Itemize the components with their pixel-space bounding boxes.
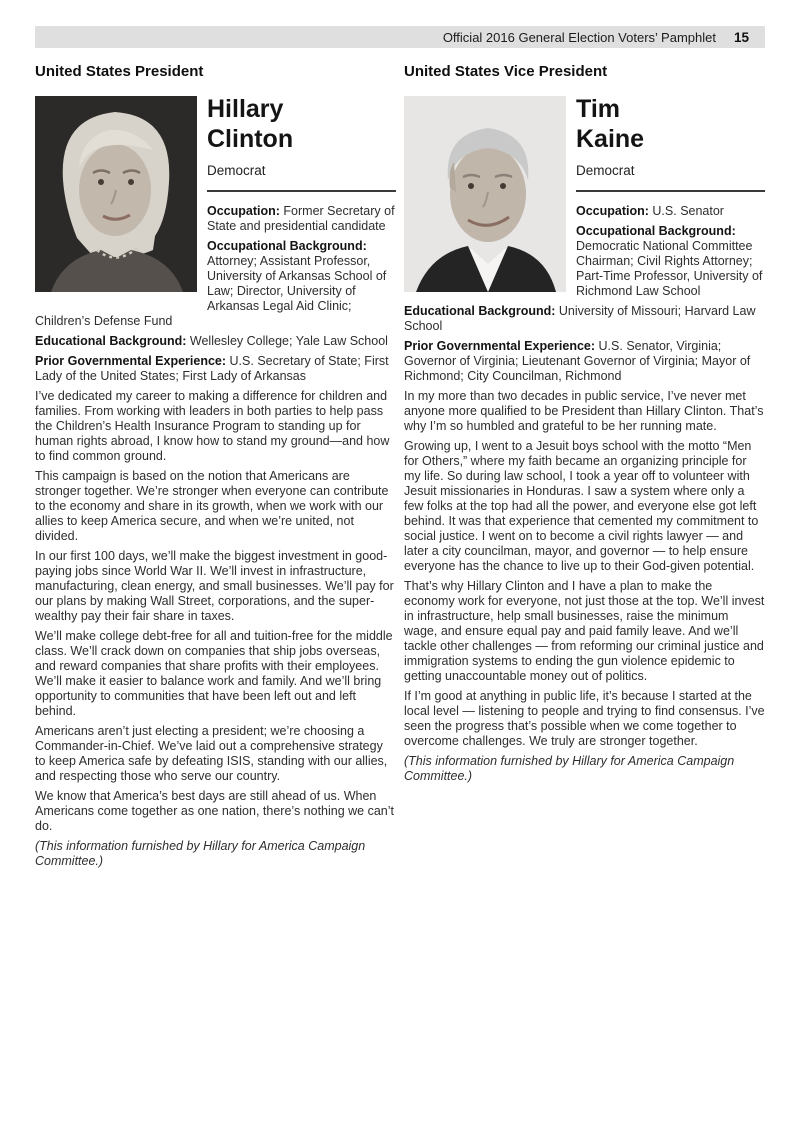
field-value: U.S. Senator <box>652 204 724 218</box>
statement-paragraph: That’s why Hillary Clinton and I have a plan to make the economy work for everyone, not just those at the top. We’ll invest in infrastructure, help small businesses, raise the minimum wage, and ensure equal pay and paid family leave. And we’ll tackle other challenges — from reforming our criminal justice and immigration systems to ending the gun violence epidemic to getting unaccountable money out of politics. <box>404 579 765 683</box>
field-label: Educational Background: <box>404 304 556 318</box>
statement-paragraph: If I’m good at anything in public life, it’s because I started at the local level — listening to people and trying to find consensus. I’ve seen the progress that’s possible when we come together to overcome challenges. We truly are stronger together. <box>404 689 765 748</box>
section-title-vice-president: United States Vice President <box>404 63 608 80</box>
candidate-bio-kaine <box>404 94 765 784</box>
candidate-party: Democrat <box>576 163 635 178</box>
portrait-illustration <box>404 96 566 292</box>
page-header-band <box>35 26 765 48</box>
section-title-president: United States President <box>35 63 204 80</box>
statement-paragraph: This campaign is based on the notion that Americans are stronger together. We’re stronger when everyone can contribute to the economy and share in its growth, when we work with our allies to keep America secure, and when we’re united, not divided. <box>35 469 389 543</box>
candidate-first-name: Hillary <box>207 95 284 123</box>
field-value: University of Missouri; Harvard Law School <box>404 304 756 333</box>
statement-paragraph: Americans aren’t just electing a president; we’re choosing a Commander-in-Chief. We’ve laid out a comprehensive strategy to keep America safe by defeating ISIS, standing with our allies, and respecting those who serve our country. <box>35 724 388 783</box>
field-label: Educational Background: <box>35 334 187 348</box>
tim-kaine-photo <box>404 96 566 292</box>
candidate-last-name: Kaine <box>576 125 645 153</box>
statement-paragraph: In my more than two decades in public service, I’ve never met anyone more qualified to be President than Hillary Clinton. That’s why I’m so humbled and grateful to be her running mate. <box>404 389 764 433</box>
field-label: Occupation: <box>576 204 649 218</box>
candidate-last-name: Clinton <box>207 125 294 153</box>
field-label: Occupation: <box>207 204 280 218</box>
furnished-by-note: (This information furnished by Hillary for America Campaign Committee.) <box>35 839 366 868</box>
field-label: Occupational Background: <box>207 239 367 253</box>
statement-paragraph: We’ll make college debt-free for all and tuition-free for the middle class. We’ll crack down on companies that ship jobs overseas, and reward companies that share profits with their employees. We’ll make it easier to balance work and family. And we’ll bring opportunity to communities that have been left out and left behind. <box>35 629 393 718</box>
pamphlet-title: Official 2016 General Election Voters’ Pamphlet <box>442 29 716 45</box>
field-value: Attorney; Assistant Professor, University of Arkansas School of Law; Director, University of Arkansas Legal Aid Clinic; Children’s Defense Fund <box>35 254 387 328</box>
field-value: U.S. Senator, Virginia; Governor of Virginia; Lieutenant Governor of Virginia; Mayor of Richmond; City Councilman, Richmond <box>404 339 751 383</box>
statement-paragraph: We know that America’s best days are still ahead of us. When Americans come together as one nation, there’s nothing we can’t do. <box>35 789 395 833</box>
furnished-by-note: (This information furnished by Hillary for America Campaign Committee.) <box>404 754 735 783</box>
field-label: Prior Governmental Experience: <box>404 339 596 353</box>
president-column <box>35 64 396 869</box>
candidate-bio-clinton <box>35 94 396 869</box>
field-educational-background <box>404 304 765 334</box>
page-number: 15 <box>733 29 749 45</box>
field-value: Wellesley College; Yale Law School <box>189 334 388 348</box>
statement-paragraph: Growing up, I went to a Jesuit boys school with the motto “Men for Others,” where my faith became an organizing principle for my life. So during law school, I took a year off to volunteer with Jesuit missionaries in Honduras. I saw a system where only a few folks at the top had all the power, and everyone else got left behind. It was that experience that cemented my commitment to social justice. I went on to become a civil rights lawyer — and later a city councilman, mayor, and governor — to help ensure everyone has the chance to live up to their God-given potential. <box>404 439 759 573</box>
candidate-first-name: Tim <box>576 95 620 123</box>
field-label: Occupational Background: <box>576 224 736 238</box>
vice-president-column <box>404 64 765 869</box>
field-value: U.S. Secretary of State; First Lady of the United States; First Lady of Arkansas <box>35 354 389 383</box>
field-value: Former Secretary of State and presidential candidate <box>207 204 395 233</box>
field-educational-background <box>35 334 396 349</box>
field-label: Prior Governmental Experience: <box>35 354 227 368</box>
field-prior-governmental-experience <box>404 339 765 384</box>
statement-paragraph: In our first 100 days, we’ll make the biggest investment in good-paying jobs since World War II. We’ll invest in infrastructure, manufacturing, clean energy, and small businesses. We’ll pay for our plans by making Wall Street, corporations, and the super-wealthy pay their fair share in taxes. <box>35 549 394 623</box>
portrait-illustration <box>35 96 197 292</box>
divider-rule <box>576 190 765 192</box>
hillary-clinton-photo <box>35 96 197 292</box>
candidate-party: Democrat <box>207 163 266 178</box>
field-value: Democratic National Committee Chairman; Civil Rights Attorney; Part-Time Professor, University of Richmond Law School <box>576 239 763 298</box>
statement-paragraph: I’ve dedicated my career to making a difference for children and families. From working with leaders in both parties to help pass the Children’s Health Insurance Program to standing up for human rights abroad, I know how to stand my ground—and how to find common ground. <box>35 389 390 463</box>
field-prior-governmental-experience <box>35 354 396 384</box>
candidate-columns <box>35 64 765 869</box>
divider-rule <box>207 190 396 192</box>
